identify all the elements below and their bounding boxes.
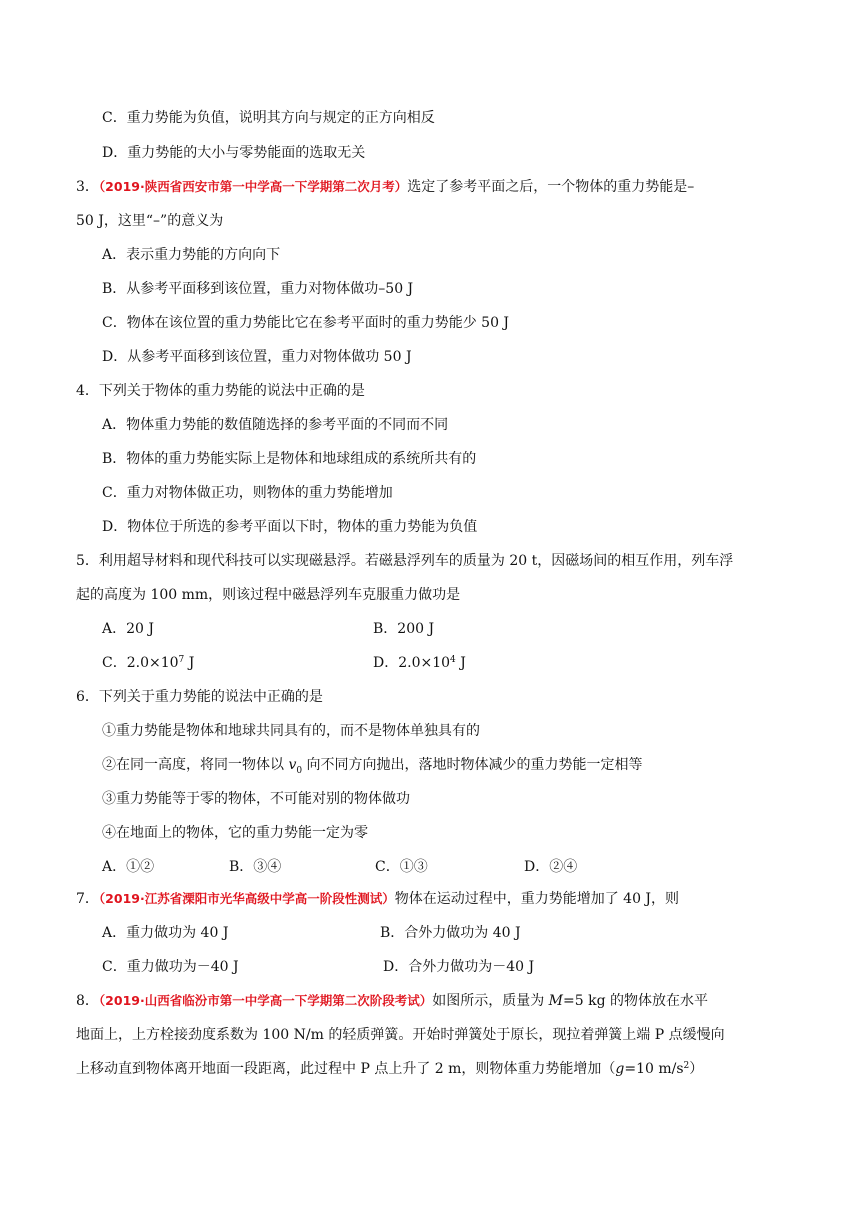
q6-statement-3: ③重力势能等于零的物体，不可能对别的物体做功 xyxy=(102,791,410,807)
q6-statement-4: ④在地面上的物体，它的重力势能一定为零 xyxy=(102,825,368,841)
q4-option-a: A．物体重力势能的数值随选择的参考平面的不同而不同 xyxy=(102,417,449,433)
q5-option-d-base: D．2.0×10 xyxy=(373,655,451,671)
q2-option-d: D．重力势能的大小与零势能面的选取无关 xyxy=(102,145,366,161)
q4-option-c: C．重力对物体做正功，则物体的重力势能增加 xyxy=(102,485,393,501)
q7-option-b: B．合外力做功为 40 J xyxy=(380,925,521,941)
q6-option-b: B．③④ xyxy=(229,859,282,875)
q6-statement-2-var: v xyxy=(288,757,297,773)
q6-option-a: A．①② xyxy=(102,859,155,875)
q8-g-var: g xyxy=(615,1061,625,1077)
q8-mass-var: M xyxy=(548,993,564,1009)
q5-option-a: A．20 J xyxy=(102,621,154,637)
q5-stem-line-2: 起的高度为 100 mm，则该过程中磁悬浮列车克服重力做功是 xyxy=(76,587,461,603)
q5-option-c-exponent: 7 xyxy=(178,655,185,665)
q6-option-c: C．①③ xyxy=(375,859,428,875)
q8-stem3-exponent: 2 xyxy=(683,1061,690,1071)
q3-option-d: D．从参考平面移到该位置，重力对物体做功 50 J xyxy=(102,349,412,365)
q5-option-b: B．200 J xyxy=(373,621,435,637)
q6-statement-1: ①重力势能是物体和地球共同具有的，而不是物体单独具有的 xyxy=(102,723,480,739)
q5-option-d-unit: J xyxy=(455,655,466,671)
q6-statement-2-pre: ②在同一高度，将同一物体以 xyxy=(102,757,289,773)
q3-number: 3． xyxy=(76,179,99,195)
q5-option-c-unit: J xyxy=(184,655,195,671)
q8-stem-line-3 xyxy=(76,1059,703,1079)
q3-stem-text: 选定了参考平面之后，一个物体的重力势能是– xyxy=(407,179,695,195)
q8-stem-line-2: 地面上，上方栓接劲度系数为 100 N/m 的轻质弹簧。开始时弹簧处于原长，现拉着弹簧上端 P 点缓慢向 xyxy=(76,1027,725,1043)
q6-statement-2-sub: 0 xyxy=(296,765,303,776)
q8-stem-line-1 xyxy=(76,991,708,1011)
q5-option-d xyxy=(373,653,466,673)
q7-option-a: A．重力做功为 40 J xyxy=(102,925,229,941)
q8-stem3-post: =10 m/s xyxy=(624,1061,684,1077)
q7-option-d: D．合外力做功为－40 J xyxy=(383,959,535,975)
q8-stem-post: =5 kg 的物体放在水平 xyxy=(563,993,708,1009)
q7-source: （2019·江苏省溧阳市光华高级中学高一阶段性测试） xyxy=(98,891,395,906)
q6-option-d: D．②④ xyxy=(524,859,578,875)
q3-option-c: C．物体在该位置的重力势能比它在参考平面时的重力势能少 50 J xyxy=(102,315,510,331)
q3-stem-line-2: 50 J，这里“–”的意义为 xyxy=(76,213,224,229)
q8-stem3-end: ） xyxy=(689,1061,704,1077)
q3-stem-line-1 xyxy=(76,177,694,197)
q3-source: （2019·陕西省西安市第一中学高一下学期第二次月考） xyxy=(98,179,408,194)
q6-statement-2-post: 向不同方向抛出，落地时物体减少的重力势能一定相等 xyxy=(302,757,643,773)
q8-number: 8． xyxy=(76,993,99,1009)
q4-option-d: D．物体位于所选的参考平面以下时，物体的重力势能为负值 xyxy=(102,519,478,535)
q8-stem3-pre: 上移动直到物体离开地面一段距离，此过程中 P 点上升了 2 m，则物体重力势能增加（ xyxy=(76,1061,616,1077)
q7-stem-text: 物体在运动过程中，重力势能增加了 40 J，则 xyxy=(394,891,680,907)
q5-option-c xyxy=(102,653,194,673)
q4-option-b: B．物体的重力势能实际上是物体和地球组成的系统所共有的 xyxy=(102,451,477,467)
q7-option-c: C．重力做功为－40 J xyxy=(102,959,239,975)
q3-option-a: A．表示重力势能的方向向下 xyxy=(102,247,281,263)
q7-stem-line xyxy=(76,889,679,909)
q6-statement-2 xyxy=(102,755,643,781)
q3-option-b: B．从参考平面移到该位置，重力对物体做功–50 J xyxy=(102,281,414,297)
q6-stem: 6．下列关于重力势能的说法中正确的是 xyxy=(76,689,323,705)
q7-number: 7． xyxy=(76,891,99,907)
q8-source: （2019·山西省临汾市第一中学高一下学期第二次阶段考试） xyxy=(98,993,433,1008)
q8-stem-pre: 如图所示，质量为 xyxy=(432,993,549,1009)
q5-option-c-base: C．2.0×10 xyxy=(102,655,179,671)
q5-stem-line-1: 5．利用超导材料和现代科技可以实现磁悬浮。若磁悬浮列车的质量为 20 t，因磁场间的相互作用，列车浮 xyxy=(76,553,734,569)
q4-stem: 4．下列关于物体的重力势能的说法中正确的是 xyxy=(76,383,365,399)
q2-option-c: C．重力势能为负值，说明其方向与规定的正方向相反 xyxy=(102,110,435,126)
q5-option-d-exponent: 4 xyxy=(450,655,456,665)
